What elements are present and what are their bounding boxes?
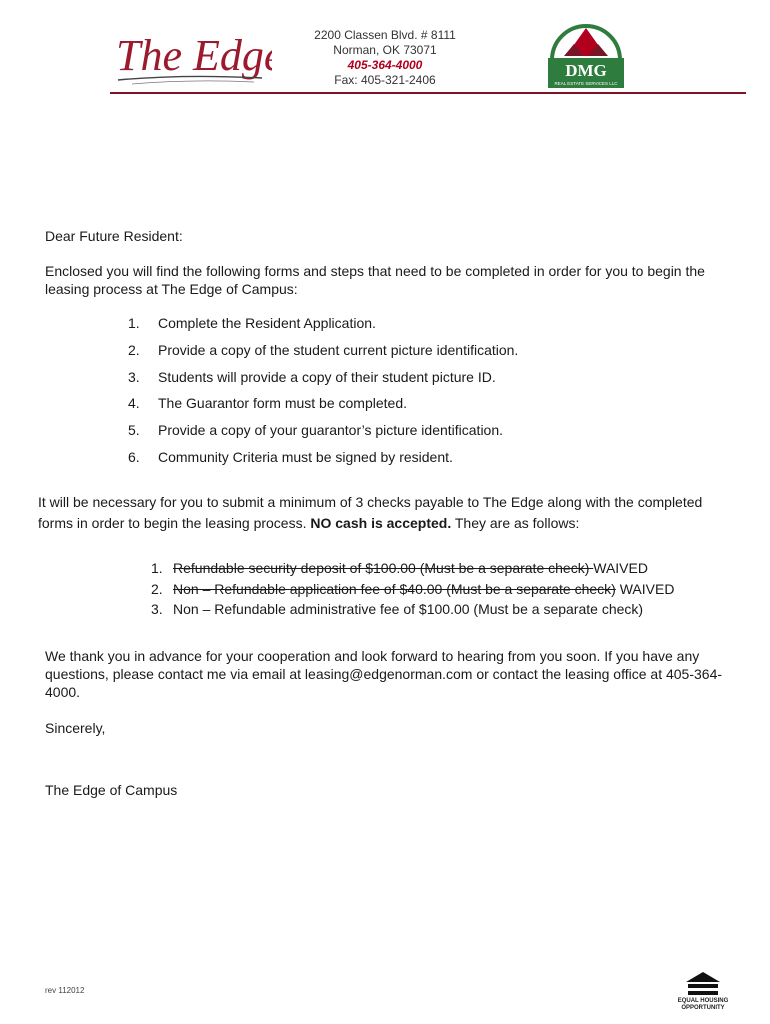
dmg-logo xyxy=(544,14,628,90)
list-item: 3. Non – Refundable administrative fee of $100.00 (Must be a separate check) xyxy=(151,601,644,617)
revision-label: rev 112012 xyxy=(45,986,85,995)
list-item: 1. Refundable security deposit of $100.00 (Must be a separate check) WAIVED xyxy=(151,560,648,576)
closing: Sincerely, xyxy=(45,720,106,736)
list-item: 5. Provide a copy of your guarantor’s picture identification. xyxy=(128,422,504,439)
address-block xyxy=(300,28,470,88)
phone-number: 405-364-4000 xyxy=(347,58,423,72)
list-item: 1. Complete the Resident Application. xyxy=(128,315,376,331)
svg-text:DMG: DMG xyxy=(565,61,607,80)
signature: The Edge of Campus xyxy=(45,782,178,798)
list-item: 2. Provide a copy of the student current picture identification. xyxy=(128,341,519,358)
logo-wordmark: The Edge xyxy=(116,31,272,80)
fees-list xyxy=(151,559,674,621)
equal-housing-label: EQUAL HOUSING OPPORTUNITY xyxy=(677,998,729,1011)
header-divider xyxy=(110,92,746,94)
address-street: 2200 Classen Blvd. # 8111 xyxy=(314,28,456,42)
svg-text:REAL ESTATE SERVICES LLC: REAL ESTATE SERVICES LLC xyxy=(554,81,618,86)
list-item: 4. The Guarantor form must be completed. xyxy=(128,395,407,412)
no-cash-notice: NO cash is accepted. xyxy=(310,515,452,531)
salutation: Dear Future Resident: xyxy=(45,228,183,244)
thanks-paragraph: We thank you in advance for your cooperation and look forward to hearing from you soon. If you have any questions, please contact me via email at leasing@edgenorman.com or contact the leasing office at 405-364-4000. xyxy=(45,648,723,700)
address-city: Norman, OK 73071 xyxy=(333,43,437,57)
intro-paragraph: Enclosed you will find the following forms and steps that need to be completed in order for you to begin the leasing process at The Edge of Campus: xyxy=(45,263,705,297)
fax-number: Fax: 405-321-2406 xyxy=(334,73,436,87)
steps-list xyxy=(128,314,518,475)
list-item: 2. Non – Refundable application fee of $40.00 (Must be a separate check) WAIVED xyxy=(151,580,675,597)
list-item: 6. Community Criteria must be signed by resident. xyxy=(128,448,453,465)
checks-paragraph: It will be necessary for you to submit a minimum of 3 checks payable to The Edge along with the completed forms in order to begin the leasing process. NO cash is accepted. They are as follows: xyxy=(38,494,703,531)
list-item: 3. Students will provide a copy of their student picture ID. xyxy=(128,368,496,385)
the-edge-logo xyxy=(112,22,272,88)
